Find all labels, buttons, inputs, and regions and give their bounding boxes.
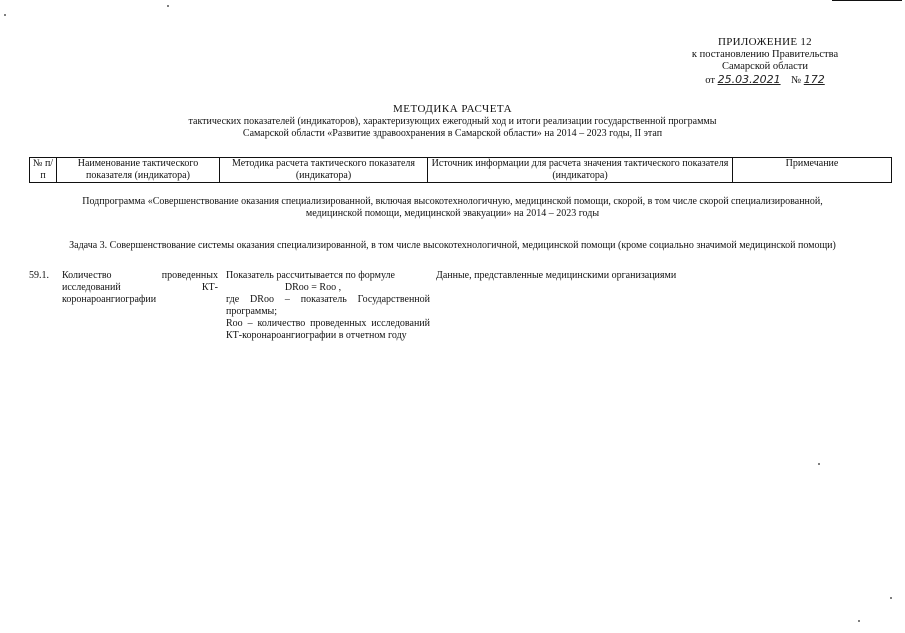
task-title: Задача 3. Совершенствование системы оказания специализированной, в том числе высокотехнологичной, медицинской помощи (кроме социально значимой медицинской помощи) — [69, 240, 836, 251]
col-name-header: Наименование тактического показателя (индикатора) — [57, 158, 220, 183]
col-source-header: Источник информации для расчета значения тактического показателя (индикатора) — [428, 158, 733, 183]
method-roo-definition: Roo – количество проведенных исследований КТ-коронароангиографии в отчетном году — [226, 318, 430, 341]
header-table — [29, 157, 892, 183]
subtitle-line-1: тактических показателей (индикаторов), характеризующих ежегодный ход и итоги реализации государственной программы — [188, 116, 717, 127]
scan-speck — [167, 5, 169, 7]
appendix-title: ПРИЛОЖЕНИЕ 12 — [718, 36, 812, 48]
row-number: 59.1. — [29, 270, 49, 281]
method-where: где DRoo – показатель Государственной программы; — [226, 294, 430, 317]
appendix-date-line — [705, 74, 824, 88]
col-note-header: Примечание — [733, 158, 892, 183]
row-method — [226, 270, 430, 342]
subtitle-line-2: Самарской области «Развитие здравоохранения в Самарской области» на 2014 – 2023 годы, II этап — [242, 128, 663, 139]
method-intro: Показатель рассчитывается по формуле — [226, 270, 395, 281]
document-title: МЕТОДИКА РАСЧЕТА — [392, 103, 513, 115]
document-subtitle — [0, 116, 905, 140]
row-source: Данные, представленные медицинскими организациями — [436, 270, 677, 281]
appendix-line-2: Самарской области — [722, 61, 808, 72]
from-label: от — [705, 74, 715, 86]
col-method-header: Методика расчета тактического показателя (индикатора) — [220, 158, 428, 183]
scan-speck — [890, 597, 892, 599]
subprogram-line-2: медицинской помощи, медицинской эвакуации» на 2014 – 2023 годы — [305, 208, 600, 219]
appendix-block — [680, 36, 850, 87]
scan-speck — [4, 14, 6, 16]
method-formula: DRoo = Roo , — [284, 282, 342, 293]
handwritten-date: 25.03.2021 — [717, 72, 781, 86]
handwritten-number: 172 — [803, 72, 825, 86]
scan-speck — [818, 463, 820, 465]
scan-edge-line — [832, 0, 902, 1]
number-label: № — [791, 74, 802, 86]
header-row — [30, 158, 892, 183]
scan-speck — [858, 620, 860, 622]
col-num-header: № п/п — [30, 158, 57, 183]
subprogram-title — [0, 196, 905, 220]
subprogram-line-1: Подпрограмма «Совершенствование оказания специализированной, включая высокотехнологичную, медицинской помощи, скорой, в том числе скорой специализированной, — [82, 196, 823, 207]
appendix-line-1: к постановлению Правительства — [691, 48, 839, 60]
row-indicator-name: Количество проведенных исследований КТ-коронароангиографии — [62, 270, 218, 305]
